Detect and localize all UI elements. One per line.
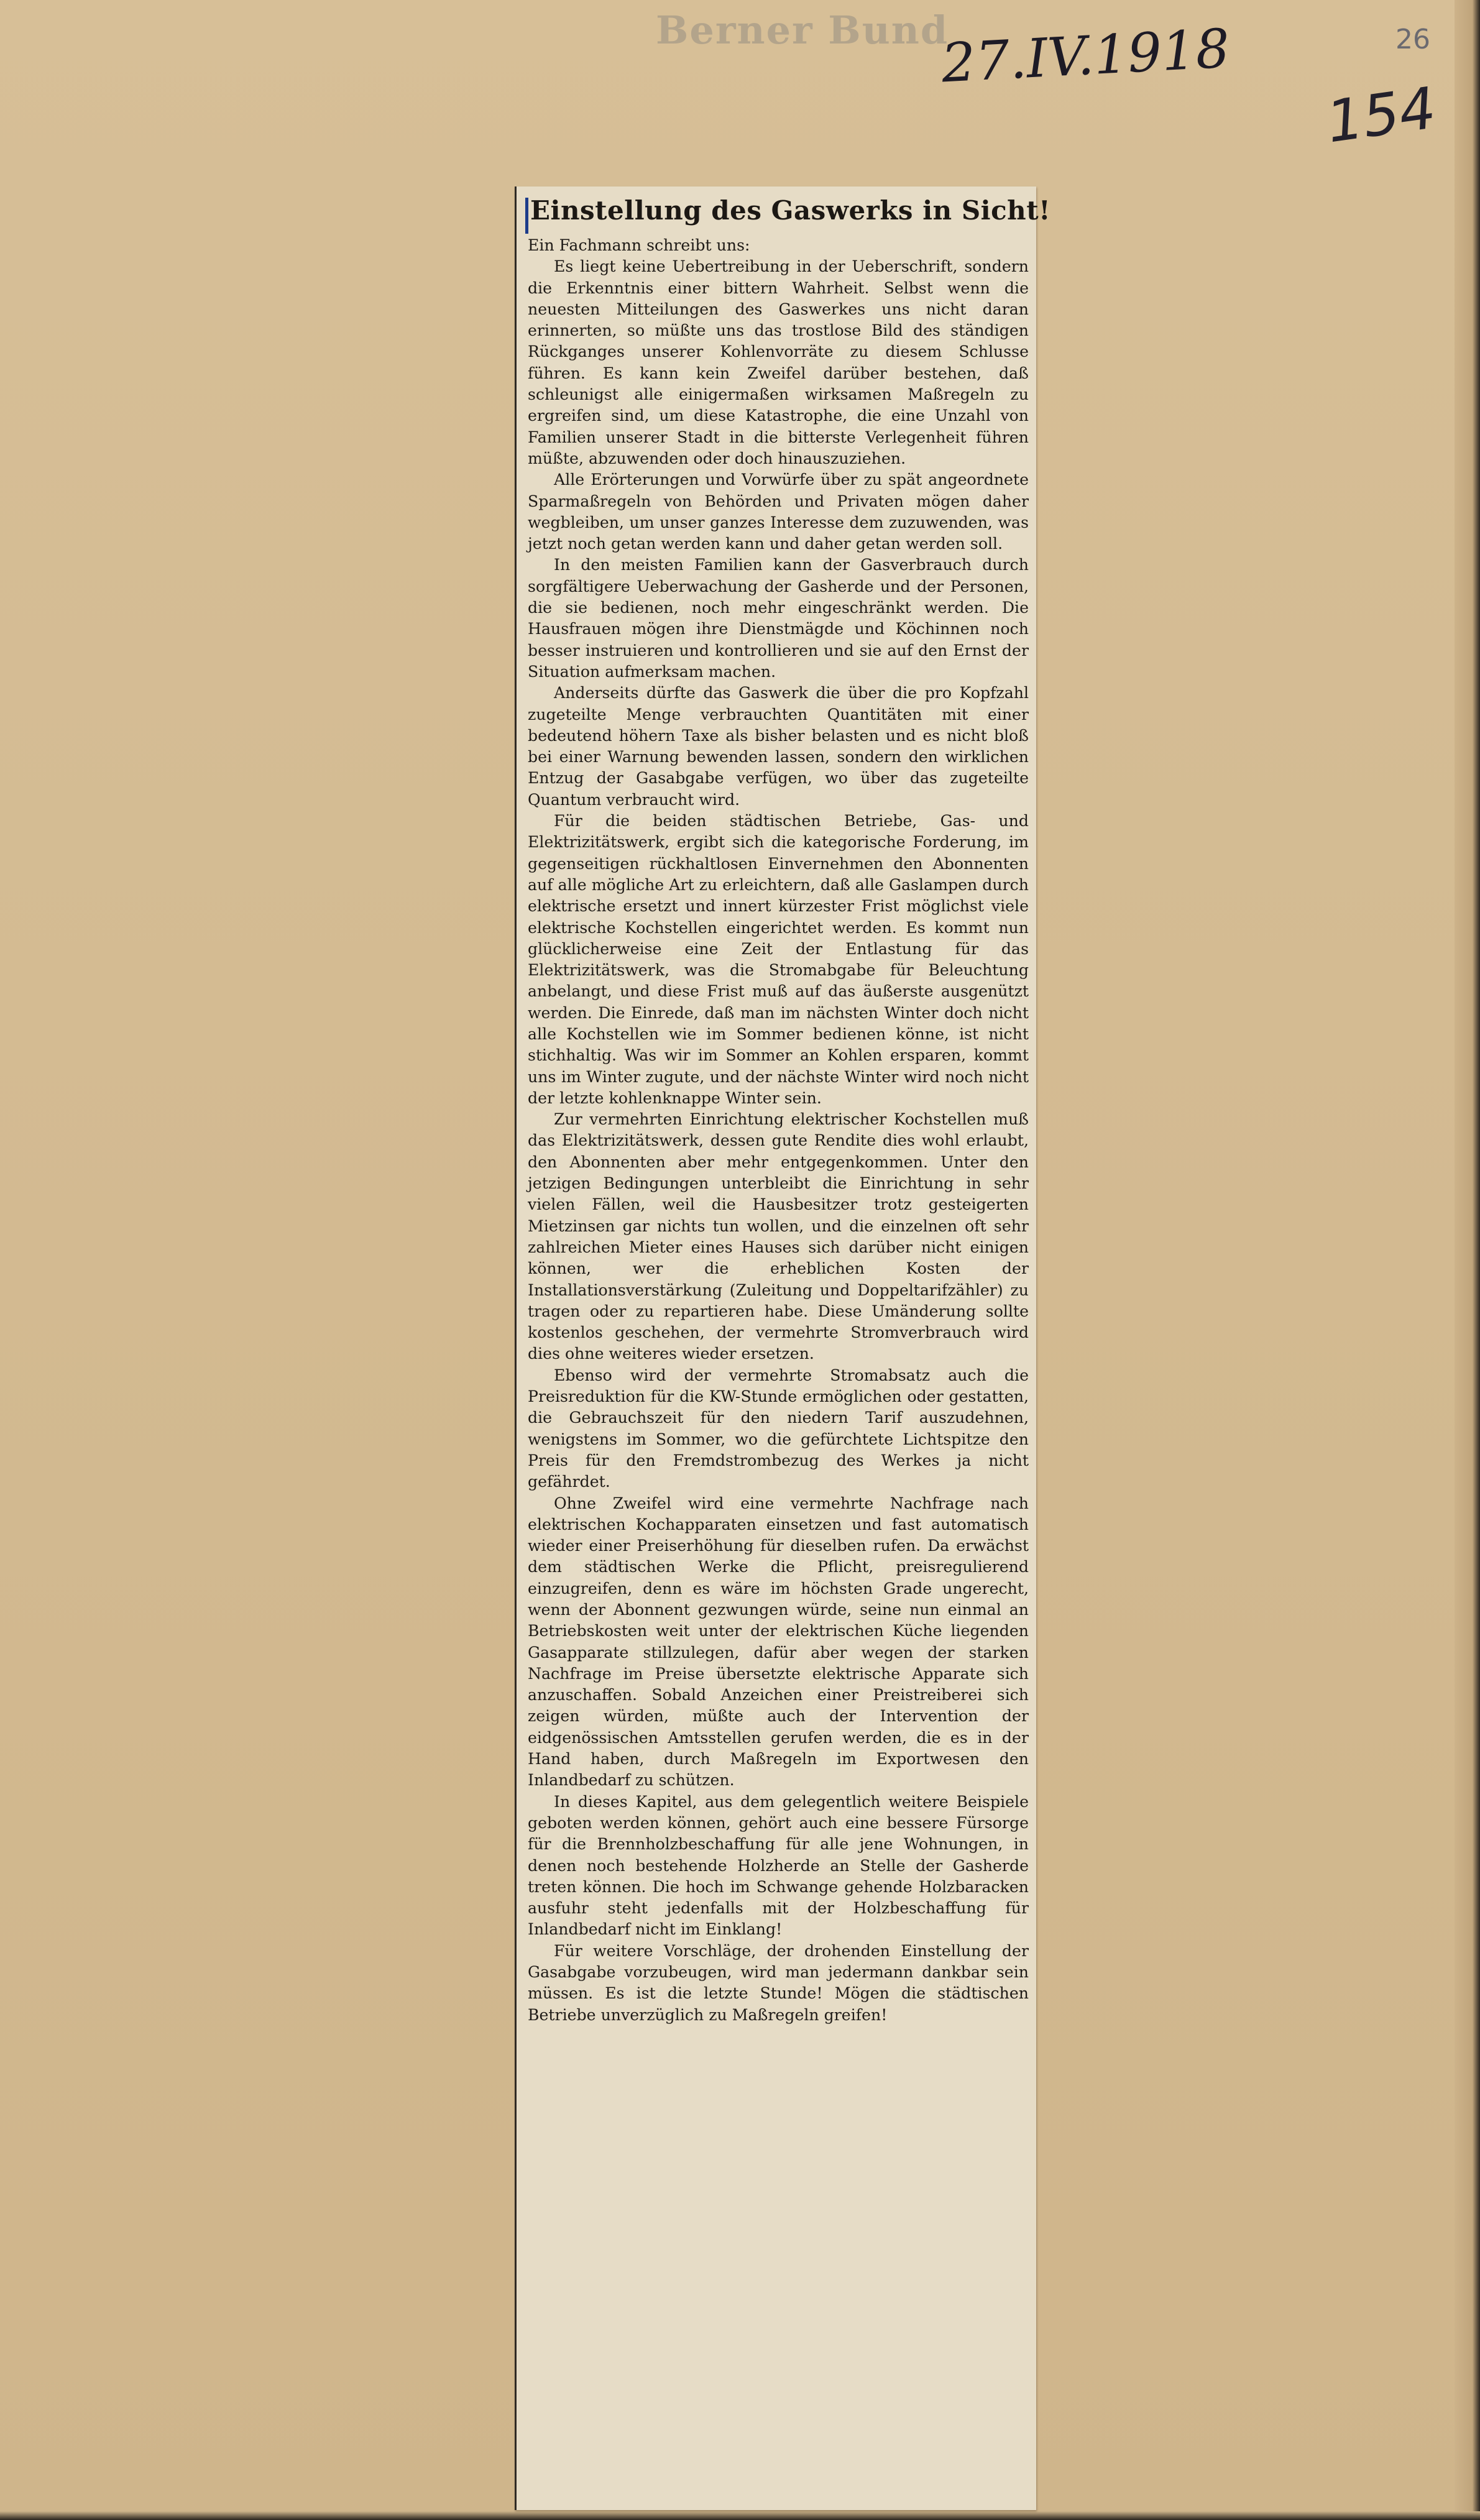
handwritten-date: 27.IV.1918 [940,17,1231,95]
article-paragraph: In dieses Kapitel, aus dem gelegentlich weitere Beispiele geboten werden können, gehört auch eine bessere Fürsorge für die Brennholzbeschaffung für alle jene Wohnungen, in denen noch bestehende Holzherde an Stelle der Gasherde treten können. Die hoch im Schwange gehende Holzbaracken ausfuhr steht jedenfalls mit der Holzbeschaffung für Inlandbedarf nicht im Einklang! [528,1792,1029,1939]
scan-edge [1455,0,1480,2520]
source-stamp: Berner Bund [656,7,949,53]
article-paragraph: Es liegt keine Uebertreibung in der Ueberschrift, sondern die Erkenntnis einer bittern Wahrheit. Selbst wenn die neuesten Mitteilungen des Gaswerkes uns nicht daran erinnerten, so müßte uns das trostlose Bild des ständigen Rückganges unserer Kohlenvorräte zu diesem Schlusse führen. Es kann kein Zweifel darüber bestehen, daß schleunigst alle einigermaßen wirksamen Maßregeln zu ergreifen sind, um diese Katastrophe, die eine Unzahl von Familien unserer Stadt in die bitterste Verlegenheit führen müßte, abzuwenden oder doch hinauszuziehen. [528,257,1029,467]
title-marker [525,198,528,234]
article-byline: Ein Fachmann schreibt uns: [528,236,750,254]
article-paragraph: Ebenso wird der vermehrte Stromabsatz auch die Preisreduktion für die KW-Stunde ermöglichen oder gestatten, die Gebrauchszeit für den niedern Tarif auszudehnen, wenigstens im Sommer, wo die gefürchtete Lichtspitze den Preis für den Fremdstrombezug des Werkes ja nicht gefährdet. [528,1366,1029,1491]
article-paragraph: In den meisten Familien kann der Gasverbrauch durch sorgfältigere Ueberwachung der Gasherde und der Personen, die sie bedienen, noch mehr eingeschränkt werden. Die Hausfrauen mögen ihre Dienstmägde und Köchinnen noch besser instruieren und kontrollieren und sie auf den Ernst der Situation aufmerksam machen. [528,556,1029,681]
newspaper-clipping [515,186,1051,2510]
article-paragraph: Zur vermehrten Einrichtung elektrischer Kochstellen muß das Elektrizitätswerk, dessen gute Rendite dies wohl erlaubt, den Abonnenten aber mehr entgegenkommen. Unter den jetzigen Bedingungen unterbleibt die Einrichtung in sehr vielen Fällen, weil die Hausbesitzer trotz gesteigerten Mietzinsen gar nichts tun wollen, und die einzelnen oft sehr zahlreichen Mieter eines Hauses sich darüber nicht einigen können, wer die erheblichen Kosten der Installationsverstärkung (Zuleitung und Doppeltarifzähler) zu tragen oder zu repartieren habe. Diese Umänderung sollte kostenlos geschehen, der vermehrte Stromverbrauch wird dies ohne weiteres wieder ersetzen. [528,1110,1029,1363]
archive-number: 154 [1322,75,1440,156]
article-paragraph: Für die beiden städtischen Betriebe, Gas- und Elektrizitätswerk, ergibt sich die kategorische Forderung, im gegenseitigen rückhaltlosen Einvernehmen den Abonnenten auf alle mögliche Art zu erleichtern, daß alle Gaslampen durch elektrische ersetzt und innert kürzester Frist möglichst viele elektrische Kochstellen eingerichtet werden. Es kommt nun glücklicherweise eine Zeit der Entlastung für das Elektrizitätswerk, was die Stromabgabe für Beleuchtung anbelangt, und diese Frist muß auf das äußerste ausgenützt werden. Die Einrede, daß man im nächsten Winter doch nicht alle Kochstellen wie im Sommer bedienen könne, ist nicht stichhaltig. Was wir im Sommer an Kohlen ersparen, kommt uns im Winter zugute, und der nächste Winter wird noch nicht der letzte kohlenknappe Winter sein. [528,812,1029,1107]
article-body [528,235,1029,2504]
corner-pencil-note: 26 [1395,24,1430,55]
article-title: Einstellung des Gaswerks in Sicht! [530,195,1051,226]
article-paragraph: Anderseits dürfte das Gaswerk die über die pro Kopfzahl zugeteilte Menge verbrauchten Quantitäten mit einer bedeutend höhern Taxe als bisher belasten und es nicht bloß bei einer Warnung bewenden lassen, sondern den wirklichen Entzug der Gasabgabe verfügen, wo über das zugeteilte Quantum verbraucht wird. [528,684,1029,809]
article-paragraph: Ohne Zweifel wird eine vermehrte Nachfrage nach elektrischen Kochapparaten einsetzen und fast automatisch wieder einer Preiserhöhung für dieselben rufen. Da erwächst dem städtischen Werke die Pflicht, preisregulierend einzugreifen, denn es wäre im höchsten Grade ungerecht, wenn der Abonnent gezwungen würde, seine nun einmal an Betriebskosten weit unter der elektrischen Küche liegenden Gasapparate stillzulegen, dafür aber wegen der starken Nachfrage im Preise übersetzte elektrische Apparate sich anzuschaffen. Sobald Anzeichen einer Preistreiberei sich zeigen würden, müßte auch der Intervention der eidgenössischen Amtsstellen gerufen werden, die es in der Hand haben, durch Maßregeln im Exportwesen den Inlandbedarf zu schützen. [528,1494,1029,1790]
article-paragraph: Alle Erörterungen und Vorwürfe über zu spät angeordnete Sparmaßregeln von Behörden und Privaten mögen daher wegbleiben, um unser ganzes Interesse dem zuzuwenden, was jetzt noch getan werden kann und daher getan werden soll. [528,471,1029,553]
scan-bottom-edge [0,2511,1480,2520]
article-paragraph: Für weitere Vorschläge, der drohenden Einstellung der Gasabgabe vorzubeugen, wird man jedermann dankbar sein müssen. Es ist die letzte Stunde! Mögen die städtischen Betriebe unverzüglich zu Maßregeln greifen! [528,1941,1029,2024]
